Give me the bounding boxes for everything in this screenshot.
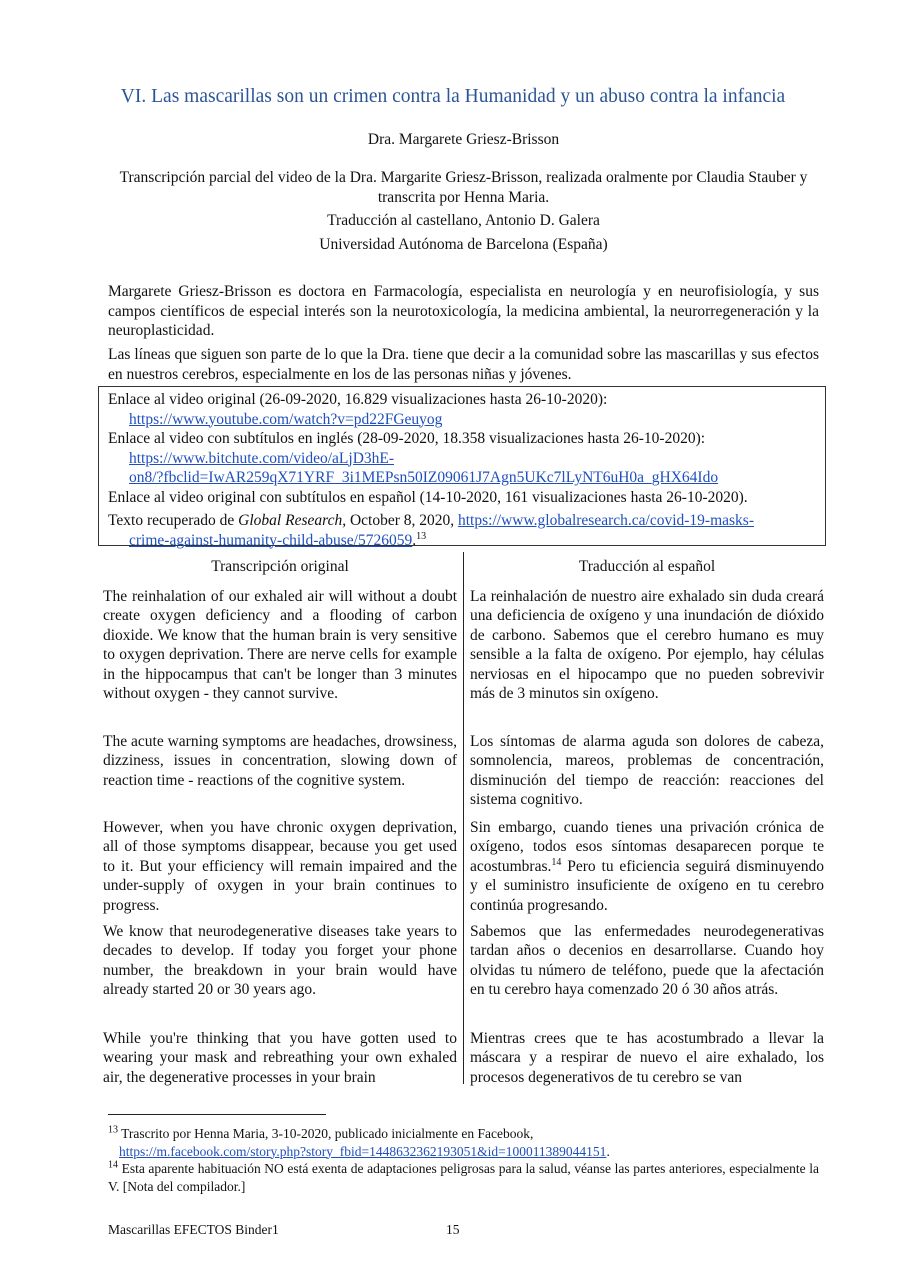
translation-paragraph-2: Los síntomas de alarma aguda son dolores de cabeza, somnolencia, mareos, problemas de concentración, disminución del tiempo de reacción: reacciones del sistema cognitivo.: [470, 733, 824, 809]
source-name: Global Research: [238, 512, 343, 529]
original-paragraph-4: We know that neurodegenerative diseases take years to decades to develop. If today you forget your phone number, the breakdown in your brain would have already started 20 or 30 years ago.: [103, 923, 457, 999]
footnote-13: $^{13}$ Trascrito por Henna Maria, 3-10-2020, publicado inicialmente en Facebook, https://m.facebook.com/story.php?story_fbid=1448632362193051&id=100011389044151.: [108, 1124, 610, 1159]
youtube-link[interactable]: https://www.youtube.com/watch?v=pd22FGeuyog: [129, 410, 443, 428]
translation-paragraph-3: Sin embargo, cuando tienes una privación crónica de oxígeno, todos esos síntomas desaparecen porque te acostumbras.$^{14}$ Pero tu eficiencia seguirá disminuyendo y el suministro insuficiente de oxígeno en tu cerebro continúa progresando.: [470, 819, 824, 914]
page-number: 15: [446, 1222, 460, 1237]
facebook-link[interactable]: https://m.facebook.com/story.php?story_fbid=1448632362193051&id=100011389044151: [119, 1143, 607, 1159]
footnote-14: $^{14}$ Esta aparente habituación NO está exenta de adaptaciones peligrosas para la salud, véanse las partes anteriores, especialmente la V. [Nota del compilador.]: [108, 1159, 819, 1194]
translation-paragraph-5: Mientras crees que te has acostumbrado a llevar la máscara y a respirar de nuevo el aire exhalado, los procesos degenerativos de tu cerebro se van: [470, 1030, 824, 1086]
intro-paragraph-2: Las líneas que siguen son parte de lo que la Dra. tiene que decir a la comunidad sobre las mascarillas y sus efectos en nuestros cerebros, especialmente en los de las personas niñas y jóvenes.: [108, 346, 819, 383]
bitchute-link-line-2: on8/?fbclid=IwAR259qX71YRF_3i1MEPsn50IZ09061J7Agn5UKc7lLyNT6uH0a_gHX64Ido: [129, 469, 719, 486]
globalresearch-link[interactable]: https://www.globalresearch.ca/covid-19-masks-: [458, 512, 754, 529]
translation-paragraph-1: La reinhalación de nuestro aire exhalado sin duda creará una deficiencia de oxígeno y una inundación de dióxido de carbono. Sabemos que el cerebro humano es muy sensible a la falta de oxígeno. Por ejemplo, hay células nerviosas en el hipocampo que no pueden sobrevivir más de 3 minutos sin oxígeno.: [470, 588, 824, 703]
original-paragraph-2: The acute warning symptoms are headaches, drowsiness, dizziness, issues in concentration, slowing down of reaction time - reactions of the cognitive system.: [103, 733, 457, 789]
source-citation-cont: crime-against-humanity-child-abuse/5726059.13: [129, 530, 427, 549]
video-subtitled-spanish-label: Enlace al video original con subtítulos en español (14-10-2020, 161 visualizaciones hasta 26-10-2020).: [108, 488, 748, 506]
bitchute-link[interactable]: [129, 450, 718, 487]
video-link-label: Enlace al video original (26-09-2020, 16.829 visualizaciones hasta 26-10-2020):: [108, 391, 608, 408]
footnote-ref-14[interactable]: 14: [551, 856, 562, 868]
column-header-original: Transcripción original: [211, 558, 349, 575]
translation-paragraph-4: Sabemos que las enfermedades neurodegenerativas tardan años o decenios en desarrollarse. Cuando hoy olvidas tu número de teléfono, puede que la afectación en tu cerebro haya comenzado 20 ó 30 años atrás.: [470, 923, 824, 999]
original-paragraph-3: However, when you have chronic oxygen deprivation, all of those symptoms disappear, because you get used to it. But your efficiency will remain impaired and the under-supply of oxygen in your brain continues to progress.: [103, 819, 457, 914]
source-citation: Texto recuperado de Global Research, October 8, 2020, https://www.globalresearch.ca/covid-19-masks-: [108, 512, 754, 529]
intro-paragraph: Margarete Griesz-Brisson es doctora en Farmacología, especialista en neurología y en neurofisiología, y sus campos científicos de especial interés son la neurotoxicología, la medicina ambiental, la neurorregeneración y la neuroplasticidad.: [108, 283, 819, 339]
footnote-separator: [108, 1114, 326, 1115]
footnote-ref-13[interactable]: 13: [416, 530, 427, 542]
footer-document-name: Mascarillas EFECTOS Binder1: [108, 1222, 279, 1237]
translation-note: Traducción al castellano, Antonio D. Galera: [327, 212, 600, 229]
column-divider: [463, 552, 464, 1084]
links-box: [98, 386, 826, 549]
transcription-note: Transcripción parcial del video de la Dra. Margarite Griesz-Brisson, realizada oralmente por Claudia Stauber y transcrita por Henna Maria.: [119, 169, 808, 206]
chapter-title: VI. Las mascarillas son un crimen contra la Humanidad y un abuso contra la infancia: [120, 86, 786, 107]
bitchute-link-line-1: https://www.bitchute.com/video/aLjD3hE-: [129, 449, 395, 467]
university-note: Universidad Autónoma de Barcelona (España): [319, 236, 608, 253]
column-header-translation: Traducción al español: [578, 558, 716, 575]
author-name: Dra. Margarete Griesz-Brisson: [367, 131, 560, 148]
video-subtitled-english-label: Enlace al video con subtítulos en inglés (28-09-2020, 18.358 visualizaciones hasta 26-10-2020):: [108, 430, 706, 447]
original-paragraph-1: The reinhalation of our exhaled air will without a doubt create oxygen deficiency and a flooding of carbon dioxide. We know that the human brain is very sensitive to oxygen deprivation. There are nerve cells for example in the hippocampus that can't be longer than 3 minutes without oxygen - they cannot survive.: [103, 588, 457, 703]
globalresearch-link-cont[interactable]: crime-against-humanity-child-abuse/5726059: [129, 531, 413, 549]
original-paragraph-5: While you're thinking that you have gotten used to wearing your mask and rebreathing your own exhaled air, the degenerative processes in your brain: [103, 1030, 457, 1086]
